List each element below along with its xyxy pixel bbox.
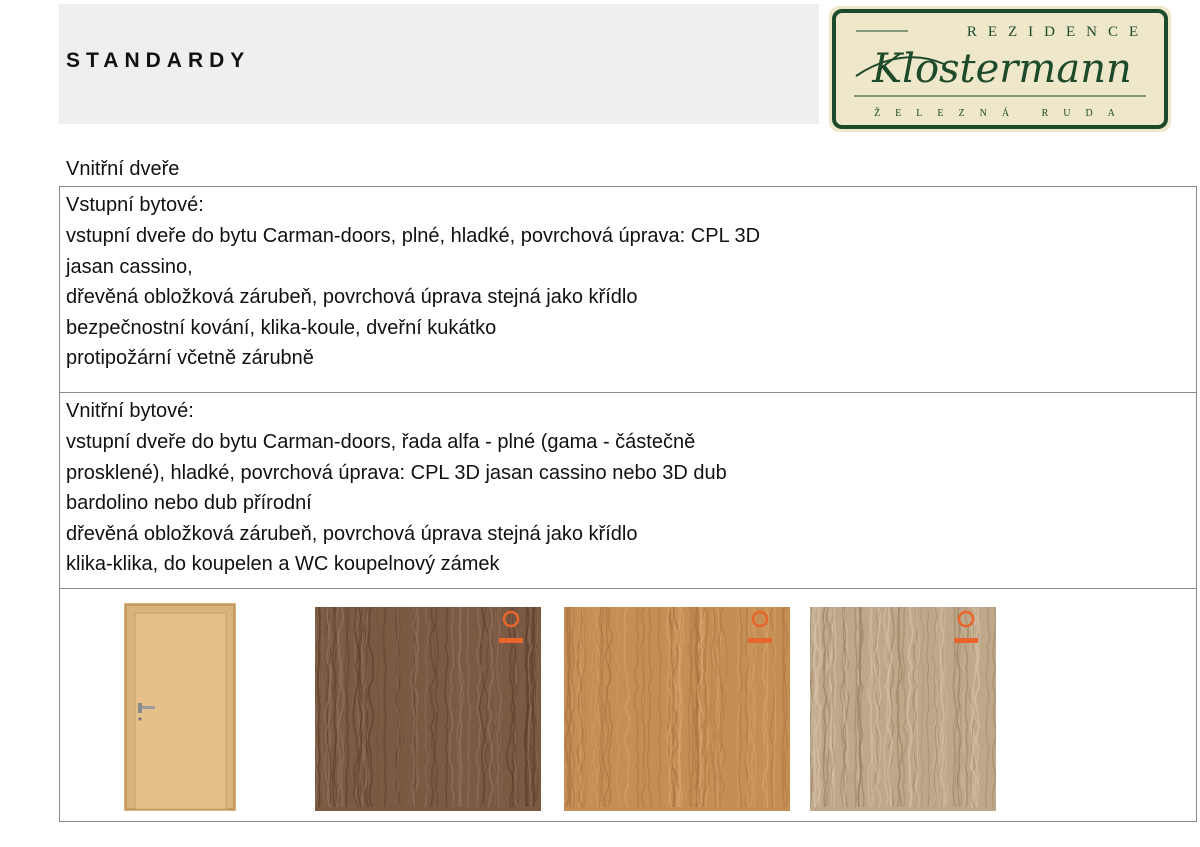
wood-grain-line: [814, 607, 817, 807]
wood-swatch-bardolino: [564, 607, 790, 811]
interior-doors-cell: [60, 393, 1196, 589]
wood-swatch-cassino: [315, 607, 541, 811]
entry-doors-line: jasan cassino,: [66, 255, 193, 278]
images-cell: [60, 589, 1196, 821]
interior-doors-line: dřevěná obložková zárubeň, povrchová úprava stejná jako křídlo: [66, 522, 638, 545]
door-photo: [124, 603, 236, 811]
interior-doors-heading: Vnitřní bytové:: [66, 400, 194, 422]
entry-doors-line: vstupní dveře do bytu Carman-doors, plné, hladké, povrchová úprava: CPL 3D: [66, 225, 761, 247]
entry-doors-line: bezpečnostní kování, klika-koule, dveřní kukátko: [66, 316, 497, 339]
interior-doors-line: klika-klika, do koupelen a WC koupelnový zámek: [66, 553, 500, 575]
standards-table: [59, 186, 1197, 822]
interior-doors-line: vstupní dveře do bytu Carman-doors, řada alfa - plné (gama - částečně: [66, 431, 696, 453]
wood-swatch-natural-oak: [810, 607, 996, 811]
svg-text:REZIDENCE: REZIDENCE: [966, 24, 1150, 40]
interior-doors-line: prosklené), hladké, povrchová úprava: CPL 3D jasan cassino nebo 3D dub: [66, 461, 727, 484]
svg-text:ŽELEZNÁ RUDA: ŽELEZNÁ RUDA: [874, 108, 1130, 119]
brand-badge-bar: [499, 638, 523, 643]
entry-doors-heading: Vstupní bytové:: [66, 194, 204, 216]
entry-doors-cell: [60, 187, 1196, 393]
page-title: STANDARDY: [66, 49, 251, 72]
brand-badge-bar: [954, 638, 978, 643]
interior-doors-line: bardolino nebo dub přírodní: [66, 492, 312, 514]
brand-badge-bar: [748, 638, 772, 643]
brand-logo: [826, 4, 1174, 134]
svg-text:Klostermann: Klostermann: [872, 46, 1132, 92]
section-label: Vnitřní dveře: [66, 158, 180, 180]
entry-doors-line: dřevěná obložková zárubeň, povrchová úprava stejná jako křídlo: [66, 286, 638, 308]
entry-doors-line: protipožární včetně zárubně: [66, 347, 314, 369]
